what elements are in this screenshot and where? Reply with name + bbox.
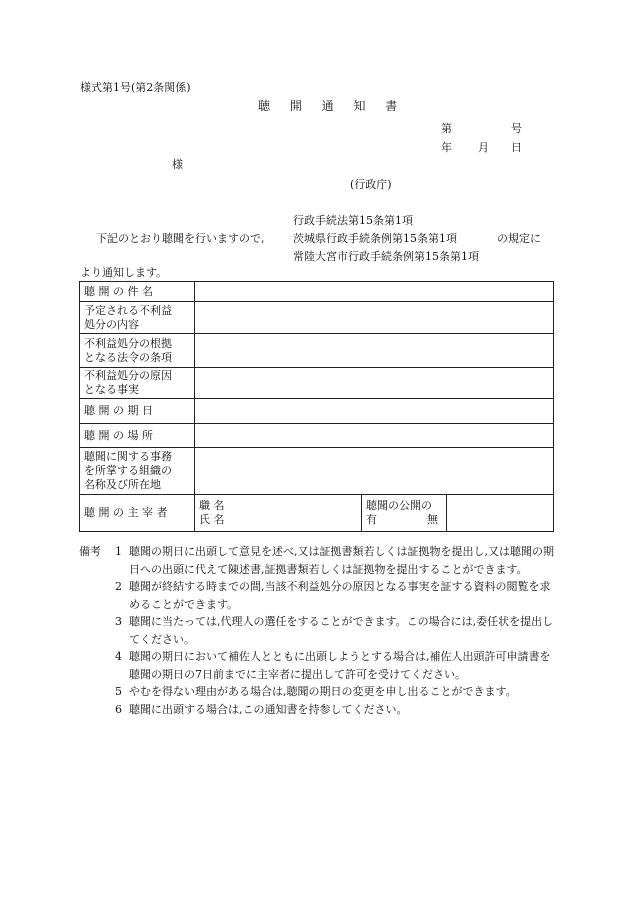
list-item: [79, 701, 559, 719]
date-month: 月: [478, 141, 489, 154]
table-row: [80, 302, 554, 334]
law-reference: 行政手続法第15条第1項: [293, 214, 413, 227]
name-label: 氏 名: [199, 513, 225, 526]
field-cause[interactable]: [195, 368, 554, 399]
notify-text: より通知します。: [80, 266, 168, 279]
label-date: 聴 開 の 期 日: [80, 399, 195, 424]
list-item: [79, 648, 559, 683]
provision-suffix: の規定に: [497, 232, 541, 245]
note-number: 3: [115, 615, 122, 628]
addressee-suffix: 様: [172, 158, 183, 171]
notes-heading: 備考: [79, 545, 101, 558]
list-item: [79, 578, 559, 613]
table-row: [80, 399, 554, 424]
label-public: 聴聞の公開の 有 無: [362, 495, 447, 532]
field-office[interactable]: [195, 448, 554, 495]
table-row: [80, 334, 554, 368]
position-label: 職 名: [199, 499, 225, 512]
note-text: 聴聞の期日において補佐人とともに出頭しようとする場合は,補佐人出頭許可申請書を聴聞の期日の7日前までに主宰者に提出して許可を受けてください。: [129, 650, 551, 681]
field-place[interactable]: [195, 424, 554, 448]
number-suffix: 号: [511, 122, 522, 135]
agency-label: (行政庁): [350, 178, 392, 191]
note-text: 聴聞の期日に出頭して意見を述べ,又は証拠書類若しくは証拠物を提出し,又は聴聞の期日への出頭に代えて陳述書,証拠書類若しくは証拠物を提出することができます。: [129, 545, 554, 576]
label-cause: 不利益処分の原因 となる事実: [80, 368, 195, 399]
table-row: [80, 368, 554, 399]
public-yes: 有: [366, 513, 377, 526]
note-number: 1: [115, 545, 122, 558]
note-number: 4: [115, 650, 122, 663]
date-year: 年: [441, 141, 452, 154]
field-presider[interactable]: [195, 495, 362, 532]
note-number: 5: [115, 685, 122, 698]
field-public[interactable]: [447, 495, 554, 532]
list-item: [79, 613, 559, 648]
note-text: 聴聞が終結する時までの間,当該不利益処分の原因となる事実を証する資料の閲覧を求めることができます。: [129, 580, 551, 611]
date-day: 日: [511, 141, 522, 154]
label-place: 聴 開 の 場 所: [80, 424, 195, 448]
form-number-label: 様式第1号(第2条関係): [80, 81, 191, 94]
intro-text: 下記のとおり聴聞を行いますので,: [96, 232, 265, 245]
note-number: 2: [115, 580, 122, 593]
note-text: 聴聞に当たっては,代理人の選任をすることができます。この場合には,委任状を提出してください。: [129, 615, 554, 646]
table-row: [80, 495, 554, 532]
table-row: [80, 424, 554, 448]
label-subject: 聴 開 の 件 名: [80, 282, 195, 302]
field-legal-basis[interactable]: [195, 334, 554, 368]
document-title: 聴 開 通 知 書: [258, 99, 406, 113]
table-row: [80, 282, 554, 302]
label-legal-basis: 不利益処分の根拠 となる法令の条項: [80, 334, 195, 368]
law-reference: 茨城県行政手続条例第15条第1項: [293, 232, 457, 245]
hearing-info-table: [79, 281, 554, 532]
note-text: やむを得ない理由がある場合は,聴聞の期日の変更を申し出ることができます。: [129, 685, 517, 698]
note-text: 聴聞に出頭する場合は,この通知書を持参してください。: [129, 702, 408, 716]
field-subject[interactable]: [195, 282, 554, 302]
label-presider: 聴 開 の 主 宰 者: [80, 495, 195, 532]
note-number: 6: [115, 702, 122, 716]
table-row: [80, 448, 554, 495]
field-date[interactable]: [195, 399, 554, 424]
notes-section: [79, 543, 559, 718]
label-disposition: 予定される不利益 処分の内容: [80, 302, 195, 334]
law-reference: 常陸大宮市行政手続条例第15条第1項: [293, 250, 479, 263]
number-prefix: 第: [441, 122, 452, 135]
public-no: 無: [427, 513, 438, 526]
label-office: 聴聞に関する事務 を所掌する組織の 名称及び所在地: [80, 448, 195, 495]
list-item: [79, 543, 559, 578]
field-disposition[interactable]: [195, 302, 554, 334]
list-item: [79, 683, 559, 701]
